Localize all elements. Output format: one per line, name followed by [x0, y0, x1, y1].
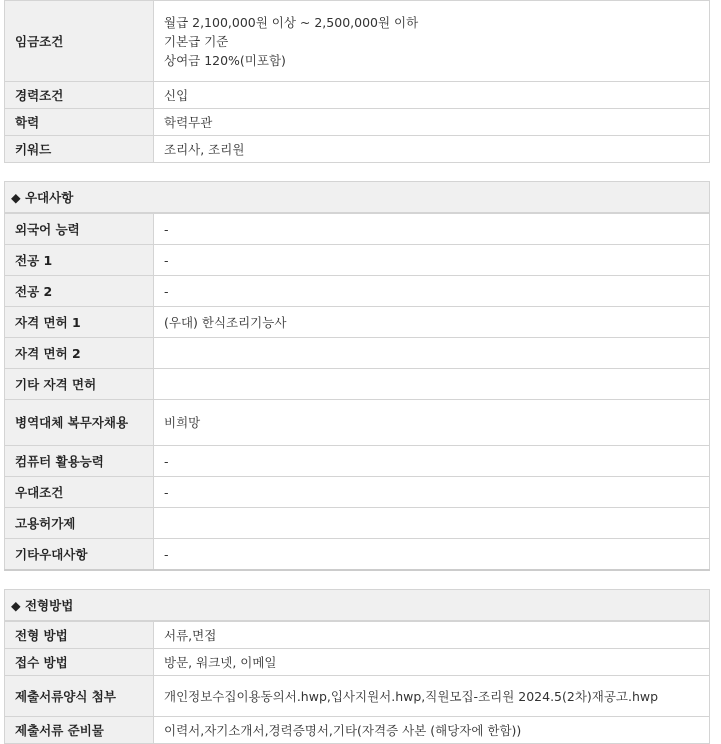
table-row: [5, 276, 710, 307]
table-row: [5, 82, 710, 109]
row-value: -: [154, 276, 710, 307]
table-row: [5, 649, 710, 676]
row-label: 전공 2: [5, 276, 154, 307]
table-row: [5, 307, 710, 338]
row-label: 전공 1: [5, 245, 154, 276]
row-label: 제출서류양식 첨부: [5, 676, 154, 717]
row-label: 고용허가제: [5, 508, 154, 539]
row-value: -: [154, 539, 710, 571]
row-value: 조리사, 조리원: [154, 136, 710, 163]
salary-line: 기본급 기준: [164, 33, 229, 49]
row-label: 전형 방법: [5, 622, 154, 649]
row-label: 학력: [5, 109, 154, 136]
table-row: [5, 369, 710, 400]
row-value: 방문, 워크넷, 이메일: [154, 649, 710, 676]
table-row: [5, 508, 710, 539]
row-value: 학력무관: [154, 109, 710, 136]
row-label: 경력조건: [5, 82, 154, 109]
row-value: [154, 338, 710, 369]
row-label: 우대조건: [5, 477, 154, 508]
row-label: 컴퓨터 활용능력: [5, 446, 154, 477]
table-row: [5, 446, 710, 477]
preferences-section-title: ◆ 우대사항: [4, 181, 710, 213]
table-row: [5, 477, 710, 508]
table-row: [5, 676, 710, 717]
preferences-table: [4, 213, 710, 571]
row-label: 외국어 능력: [5, 214, 154, 245]
row-value: [154, 369, 710, 400]
row-value: 신입: [154, 82, 710, 109]
row-value: -: [154, 245, 710, 276]
row-label: 자격 면허 1: [5, 307, 154, 338]
row-label: 접수 방법: [5, 649, 154, 676]
table-row: [5, 717, 710, 744]
table-row: [5, 1, 710, 82]
attached-forms-value: 개인정보수집이용동의서.hwp,입사지원서.hwp,직원모집-조리원 2024.5(2차)재공고.hwp: [154, 676, 710, 717]
table-row: [5, 622, 710, 649]
conditions-table: [4, 0, 710, 163]
row-value: -: [154, 446, 710, 477]
row-value: 이력서,자기소개서,경력증명서,기타(자격증 사본 (해당자에 한함)): [154, 717, 710, 744]
row-label: 키워드: [5, 136, 154, 163]
table-row: [5, 338, 710, 369]
row-value: [154, 508, 710, 539]
row-label: 임금조건: [5, 1, 154, 82]
row-value: 서류,면접: [154, 622, 710, 649]
table-row: [5, 539, 710, 571]
table-row: [5, 214, 710, 245]
row-value: -: [154, 477, 710, 508]
row-value: (우대) 한식조리기능사: [154, 307, 710, 338]
row-value: [154, 1, 710, 82]
row-label: 제출서류 준비물: [5, 717, 154, 744]
table-row: [5, 400, 710, 446]
row-value: -: [154, 214, 710, 245]
table-row: [5, 109, 710, 136]
selection-section-title: ◆ 전형방법: [4, 589, 710, 621]
selection-table: [4, 621, 710, 744]
salary-line: 월급 2,100,000원 이상 ~ 2,500,000원 이하: [164, 14, 419, 30]
row-label: 기타우대사항: [5, 539, 154, 571]
salary-line: 상여금 120%(미포함): [164, 52, 286, 68]
table-row: [5, 245, 710, 276]
row-label: 기타 자격 면허: [5, 369, 154, 400]
row-label: 자격 면허 2: [5, 338, 154, 369]
row-label: 병역대체 복무자채용: [5, 400, 154, 446]
row-value: 비희망: [154, 400, 710, 446]
table-row: [5, 136, 710, 163]
